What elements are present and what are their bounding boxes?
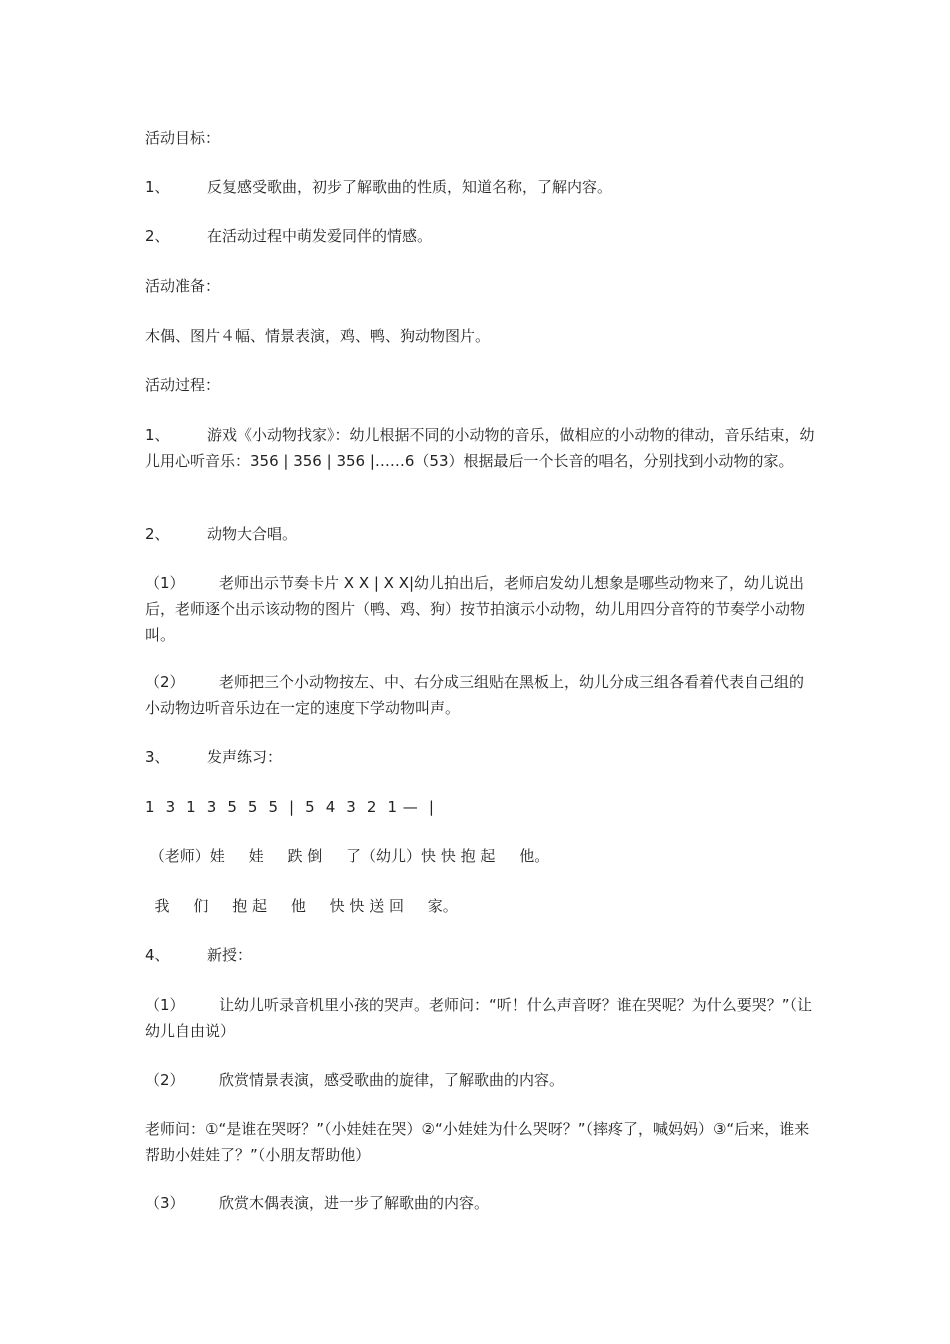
step-1-number: 1、 (145, 426, 170, 444)
goal-2-number: 2、 (145, 227, 170, 245)
step-4-3-number: （3） (145, 1194, 185, 1212)
step-2-number: 2、 (145, 525, 170, 543)
heading-goals: 活动目标： (145, 129, 221, 147)
music-notes: 1 3 1 3 5 5 5 | 5 4 3 2 1 — | (145, 798, 435, 816)
step-4-1 (145, 992, 815, 1044)
step-2-2-number: （2） (145, 673, 185, 691)
step-4-number: 4、 (145, 946, 170, 964)
step-2-1-text: 老师出示节奏卡片 X X | X X|幼儿拍出后，老师启发幼儿想象是哪些动物来了，幼儿说出后，老师逐个出示该动物的图片（鸭、鸡、狗）按节拍演示小动物，幼儿用四分音符的节奏学小动物叫。 (145, 574, 806, 644)
step-1 (145, 422, 815, 474)
step-2-1-number: （1） (145, 574, 185, 592)
step-2-2-text: 老师把三个小动物按左、中、右分成三组贴在黑板上，幼儿分成三组各看着代表自己组的小动物边听音乐边在一定的速度下学动物叫声。 (145, 673, 805, 717)
step-3-text: 发声练习： (207, 748, 283, 766)
step-2-text: 动物大合唱。 (207, 525, 298, 543)
lyrics-line-2: 我 们 抱 起 他 快 快 送 回 家。 (145, 897, 458, 915)
step-1-text: 游戏《小动物找家》：幼儿根据不同的小动物的音乐，做相应的小动物的律动，音乐结束，幼儿用心听音乐：356 | 356 | 356 |……6（53）根据最后一个长音的唱名，分别找到小动物的家。 (145, 426, 815, 470)
teacher-questions: 老师问：①“是谁在哭呀？”（小娃娃在哭）②“小娃娃为什么哭呀？”（摔疼了，喊妈妈）③“后来，谁来帮助小娃娃了？”（小朋友帮助他） (145, 1120, 810, 1164)
step-4 (145, 942, 815, 968)
step-4-3-text: 欣赏木偶表演，进一步了解歌曲的内容。 (219, 1194, 490, 1212)
step-4-2-text: 欣赏情景表演，感受歌曲的旋律，了解歌曲的内容。 (219, 1071, 565, 1089)
goal-1-number: 1、 (145, 178, 170, 196)
goal-item-1 (145, 174, 815, 200)
step-3-number: 3、 (145, 748, 170, 766)
step-4-2-number: （2） (145, 1071, 185, 1089)
lyrics-line-1: （老师）娃 娃 跌 倒 了（幼儿）快 快 抱 起 他。 (145, 847, 550, 865)
step-2-1 (145, 570, 815, 648)
step-4-1-text: 让幼儿听录音机里小孩的哭声。老师问：“听！什么声音呀？谁在哭呢？为什么要哭？”（让幼儿自由说） (145, 996, 813, 1040)
step-4-text: 新授： (207, 946, 253, 964)
step-3 (145, 744, 815, 770)
step-2 (145, 521, 815, 547)
step-2-2 (145, 669, 815, 721)
prep-text: 木偶、图片４幅、情景表演，鸡、鸭、狗动物图片。 (145, 327, 491, 345)
goal-1-text: 反复感受歌曲，初步了解歌曲的性质，知道名称，了解内容。 (207, 178, 613, 196)
heading-prep: 活动准备： (145, 277, 221, 295)
step-4-1-number: （1） (145, 996, 185, 1014)
step-4-3 (145, 1190, 815, 1216)
goal-item-2 (145, 223, 815, 249)
goal-2-text: 在活动过程中萌发爱同伴的情感。 (207, 227, 433, 245)
heading-process: 活动过程： (145, 376, 221, 394)
step-4-2 (145, 1067, 815, 1093)
